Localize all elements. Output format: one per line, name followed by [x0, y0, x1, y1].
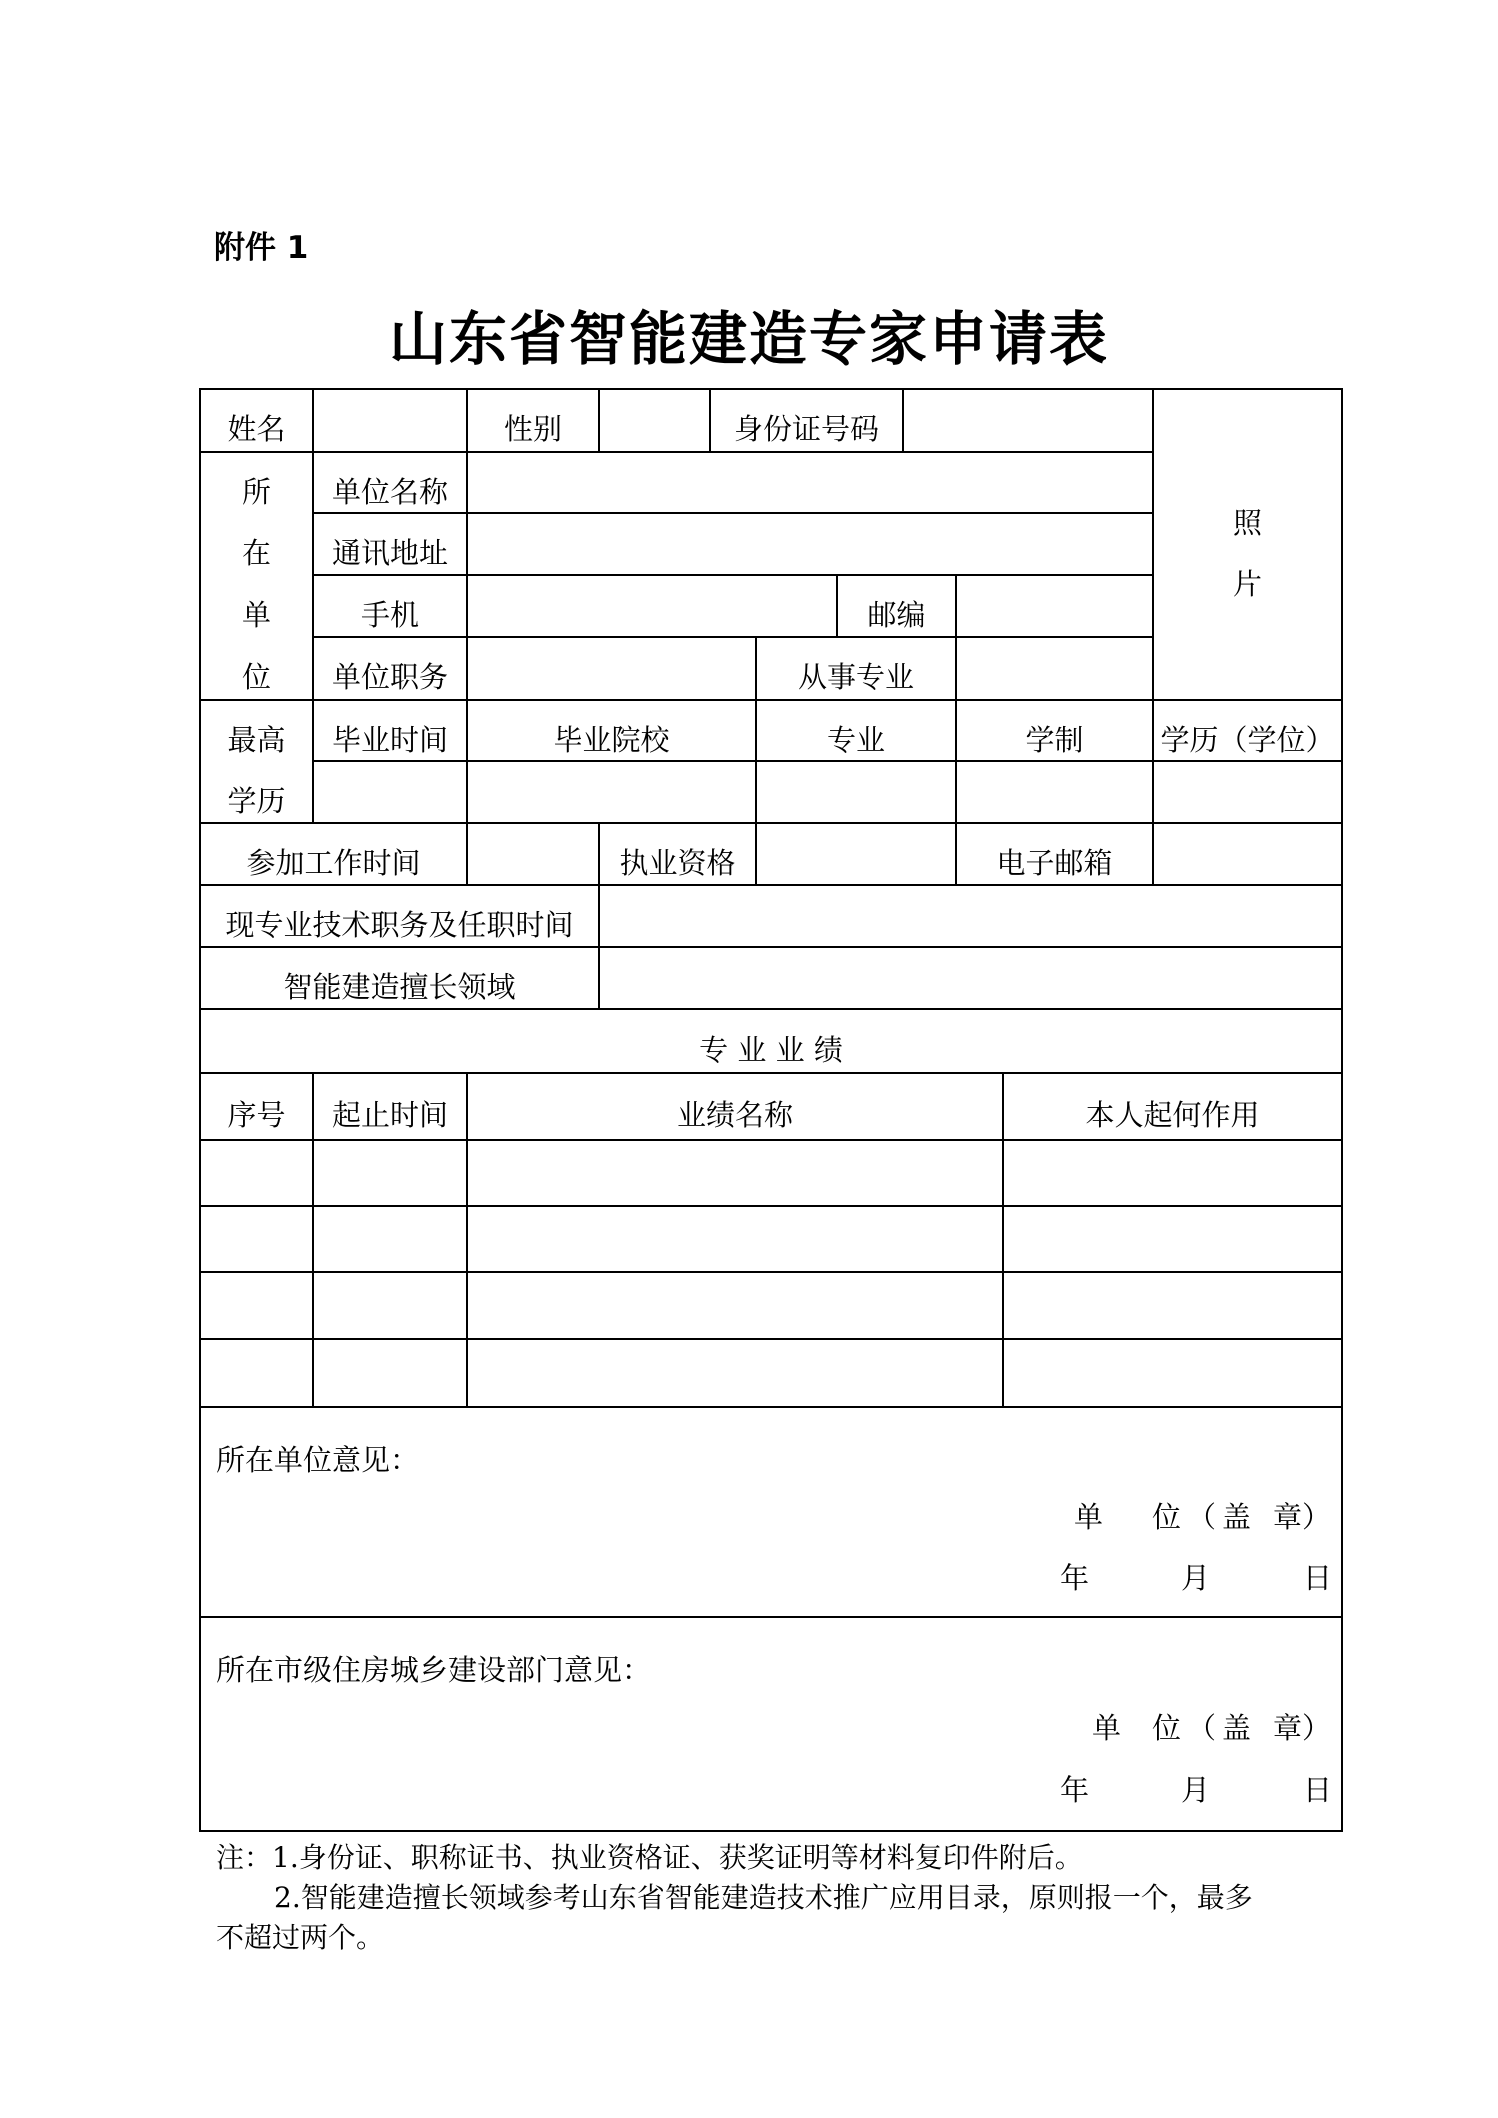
city-seal-char-3: 章） — [1273, 1711, 1332, 1745]
title-time-label: 现专业技术职务及任职时间 — [225, 908, 574, 942]
edu-group-label-2: 学历 — [227, 784, 286, 818]
form-title: 山东省智能建造专家申请表 — [388, 305, 1109, 373]
specialty-label: 从事专业 — [797, 660, 914, 694]
name-label: 姓名 — [227, 412, 286, 446]
edu-group-label-1: 最高 — [227, 723, 286, 757]
qualification-label: 执业资格 — [619, 846, 736, 880]
gender-label: 性别 — [503, 412, 562, 446]
unit-seal-char-2: 位（盖 — [1152, 1500, 1258, 1534]
email-label: 电子邮箱 — [996, 846, 1113, 880]
city-date-day: 日 — [1303, 1773, 1333, 1807]
unit-opinion-label: 所在单位意见： — [216, 1443, 420, 1477]
unit-date-day: 日 — [1303, 1561, 1333, 1595]
role-header: 本人起何作用 — [1085, 1098, 1260, 1132]
unit-date-month: 月 — [1181, 1561, 1211, 1595]
achievement-name-header: 业绩名称 — [676, 1098, 793, 1132]
unit-group-char-3: 单 — [241, 598, 271, 632]
city-seal-char-2: 位（盖 — [1152, 1711, 1258, 1745]
work-start-label: 参加工作时间 — [246, 846, 421, 880]
note-line-1: 注：1.身份证、职称证书、执业资格证、获奖证明等材料复印件附后。 — [216, 1841, 1083, 1874]
city-date-year: 年 — [1060, 1773, 1090, 1807]
degree-label: 学历（学位） — [1160, 723, 1335, 757]
mobile-label: 手机 — [360, 598, 419, 632]
grad-time-label: 毕业时间 — [331, 723, 448, 757]
city-opinion-label: 所在市级住房城乡建设部门意见： — [216, 1653, 652, 1687]
unit-seal-char-1: 单 — [1074, 1500, 1104, 1534]
grad-school-label: 毕业院校 — [553, 723, 670, 757]
unit-date-year: 年 — [1060, 1561, 1090, 1595]
unit-seal-char-3: 章） — [1273, 1500, 1332, 1534]
unit-name-label: 单位名称 — [331, 475, 448, 509]
postcode-label: 邮编 — [867, 598, 926, 632]
achievements-heading: 专 业 业 绩 — [699, 1033, 843, 1067]
address-label: 通讯地址 — [331, 536, 448, 570]
unit-group-char-4: 位 — [241, 660, 271, 694]
photo-label-2: 片 — [1232, 567, 1262, 601]
position-label: 单位职务 — [331, 660, 448, 694]
duration-label: 学制 — [1025, 723, 1084, 757]
period-header: 起止时间 — [331, 1098, 448, 1132]
unit-group-char-2: 在 — [241, 536, 271, 570]
note-line-3: 不超过两个。 — [216, 1921, 385, 1954]
city-seal-char-1: 单 — [1092, 1711, 1122, 1745]
major-label: 专业 — [826, 723, 885, 757]
city-date-month: 月 — [1181, 1773, 1211, 1807]
seq-header: 序号 — [227, 1098, 286, 1132]
photo-label-1: 照 — [1232, 506, 1262, 540]
attachment-label: 附件 1 — [214, 230, 309, 266]
id-number-label: 身份证号码 — [733, 412, 879, 446]
expertise-label: 智能建造擅长领域 — [283, 970, 516, 1004]
note-line-2: 2.智能建造擅长领域参考山东省智能建造技术推广应用目录，原则报一个，最多 — [274, 1881, 1253, 1914]
unit-group-char-1: 所 — [241, 475, 271, 509]
